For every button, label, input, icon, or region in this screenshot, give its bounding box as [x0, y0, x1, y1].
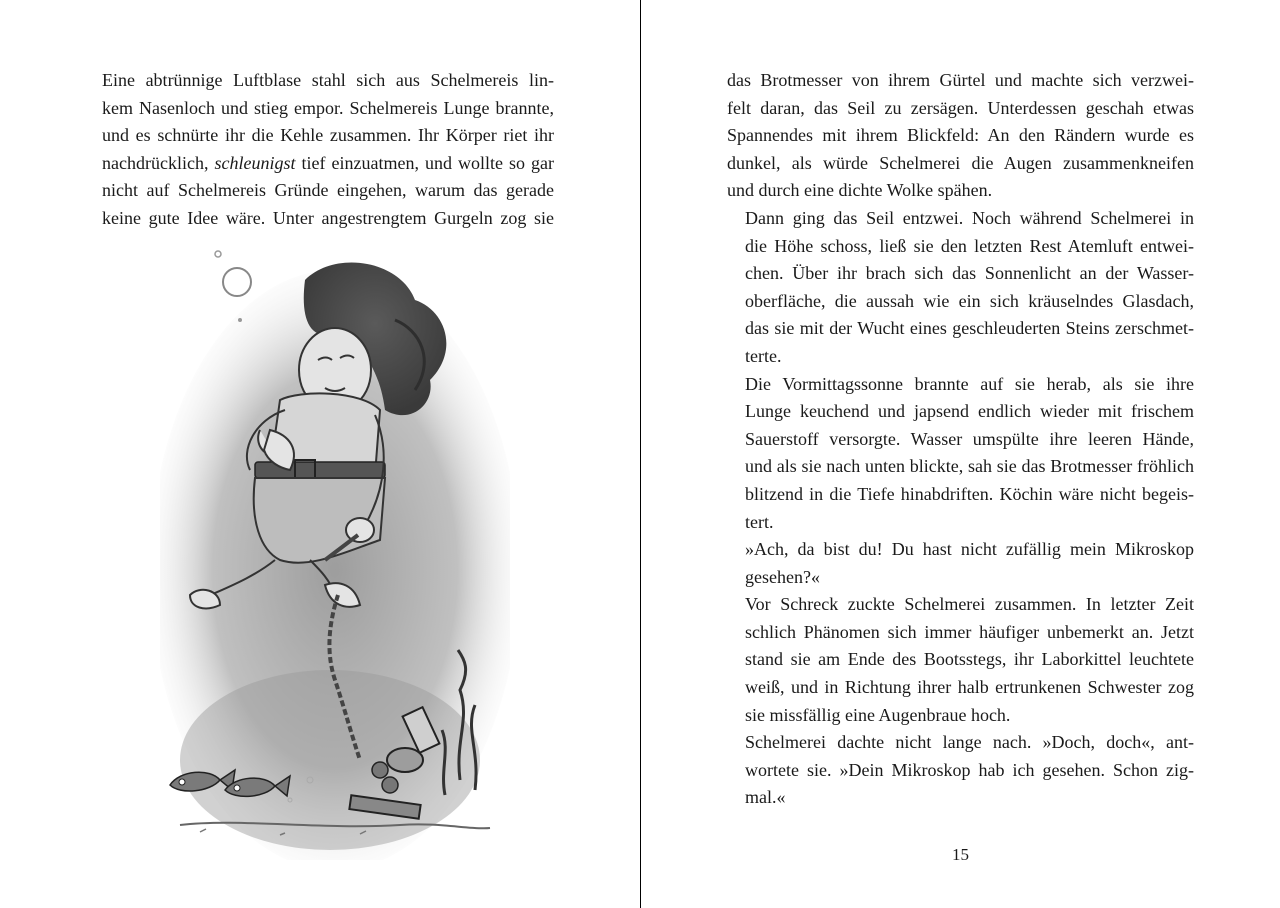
text-line: Spannendes mit ihrem Blickfeld: An den Rändern wurde es — [727, 125, 1194, 146]
text-line: wortete sie. »Dein Mikroskop hab ich gesehen. Schon zig- — [745, 759, 1194, 780]
text-line: sie missfällig eine Augenbraue hoch. — [745, 704, 1011, 725]
text-segment: nachdrücklich, — [102, 152, 215, 173]
paragraph — [727, 536, 1194, 591]
text-line: dunkel, als würde Schelmerei die Augen zusammenkneifen — [727, 152, 1194, 173]
text-line: »Ach, da bist du! Du hast nicht zufällig mein Mikroskop — [745, 539, 1194, 560]
text-line: mal.« — [745, 787, 786, 808]
text-line: terte. — [745, 345, 782, 366]
text-line: und es schnürte ihr die Kehle zusammen. Ihr Körper riet ihr — [102, 125, 554, 146]
text-line: Dann ging das Seil entzwei. Noch während Schelmerei in — [745, 207, 1194, 228]
text-line: oberfläche, die aussah wie ein sich kräuselndes Glasdach, — [745, 290, 1194, 311]
page-number: 15 — [952, 845, 969, 864]
paragraph — [727, 67, 1194, 205]
left-page-text — [84, 67, 554, 233]
text-line: blitzend in die Tiefe hinabdriften. Köchin wäre nicht begeis- — [745, 483, 1194, 504]
text-line: nicht auf Schelmereis Gründe eingehen, warum das gerade — [102, 180, 554, 201]
text-line: und als sie nach unten blickte, sah sie das Brotmesser fröhlich — [745, 456, 1194, 477]
text-segment: tief einzuatmen, und wollte so gar — [295, 152, 554, 173]
text-line: tert. — [745, 511, 774, 532]
text-line: das sie mit der Wucht eines geschleuderten Steins zerschmet- — [745, 318, 1194, 339]
paragraph — [84, 67, 554, 233]
right-page-text — [727, 67, 1194, 812]
paragraph — [727, 205, 1194, 371]
paragraph — [727, 371, 1194, 537]
text-line: keine gute Idee wäre. Unter angestrengtem Gurgeln zog sie — [102, 207, 554, 228]
text-line-with-emphasis — [84, 150, 554, 178]
text-line: felt daran, das Seil zu zersägen. Unterdessen geschah etwas — [727, 97, 1194, 118]
text-line: chen. Über ihr brach sich das Sonnenlicht an der Wasser- — [745, 263, 1194, 284]
text-line: schlich Phänomen sich immer häufiger unbemerkt an. Jetzt — [745, 621, 1194, 642]
text-line: und durch eine dichte Wolke spähen. — [727, 180, 993, 201]
text-line: weiß, und in Richtung ihrer halb ertrunkenen Schwester zog — [745, 677, 1194, 698]
text-line: die Höhe schoss, ließ sie den letzten Rest Atemluft entwei- — [745, 235, 1194, 256]
text-line: Lunge keuchend und japsend endlich wieder mit frischem — [745, 401, 1194, 422]
text-line: kem Nasenloch und stieg empor. Schelmereis Lunge brannte, — [102, 97, 554, 118]
right-page — [641, 0, 1280, 908]
text-line: Sauerstoff versorgte. Wasser umspülte ihre leeren Hände, — [745, 428, 1194, 449]
text-line: Schelmerei dachte nicht lange nach. »Doch, doch«, ant- — [745, 732, 1194, 753]
text-line: Eine abtrünnige Luftblase stahl sich aus Schelmereis lin- — [102, 70, 554, 90]
text-line: Vor Schreck zuckte Schelmerei zusammen. In letzter Zeit — [745, 594, 1194, 615]
underwater-girl-illustration — [160, 240, 510, 860]
emphasis-word: schleunigst — [214, 152, 296, 173]
text-line: das Brotmesser von ihrem Gürtel und machte sich verzwei- — [727, 70, 1194, 90]
text-line: gesehen?« — [745, 566, 820, 587]
text-line: stand sie am Ende des Bootsstegs, ihr Laborkittel leuchtete — [745, 649, 1194, 670]
text-line: Die Vormittagssonne brannte auf sie herab, als sie ihre — [745, 373, 1194, 394]
paragraph — [727, 729, 1194, 812]
paragraph — [727, 591, 1194, 729]
